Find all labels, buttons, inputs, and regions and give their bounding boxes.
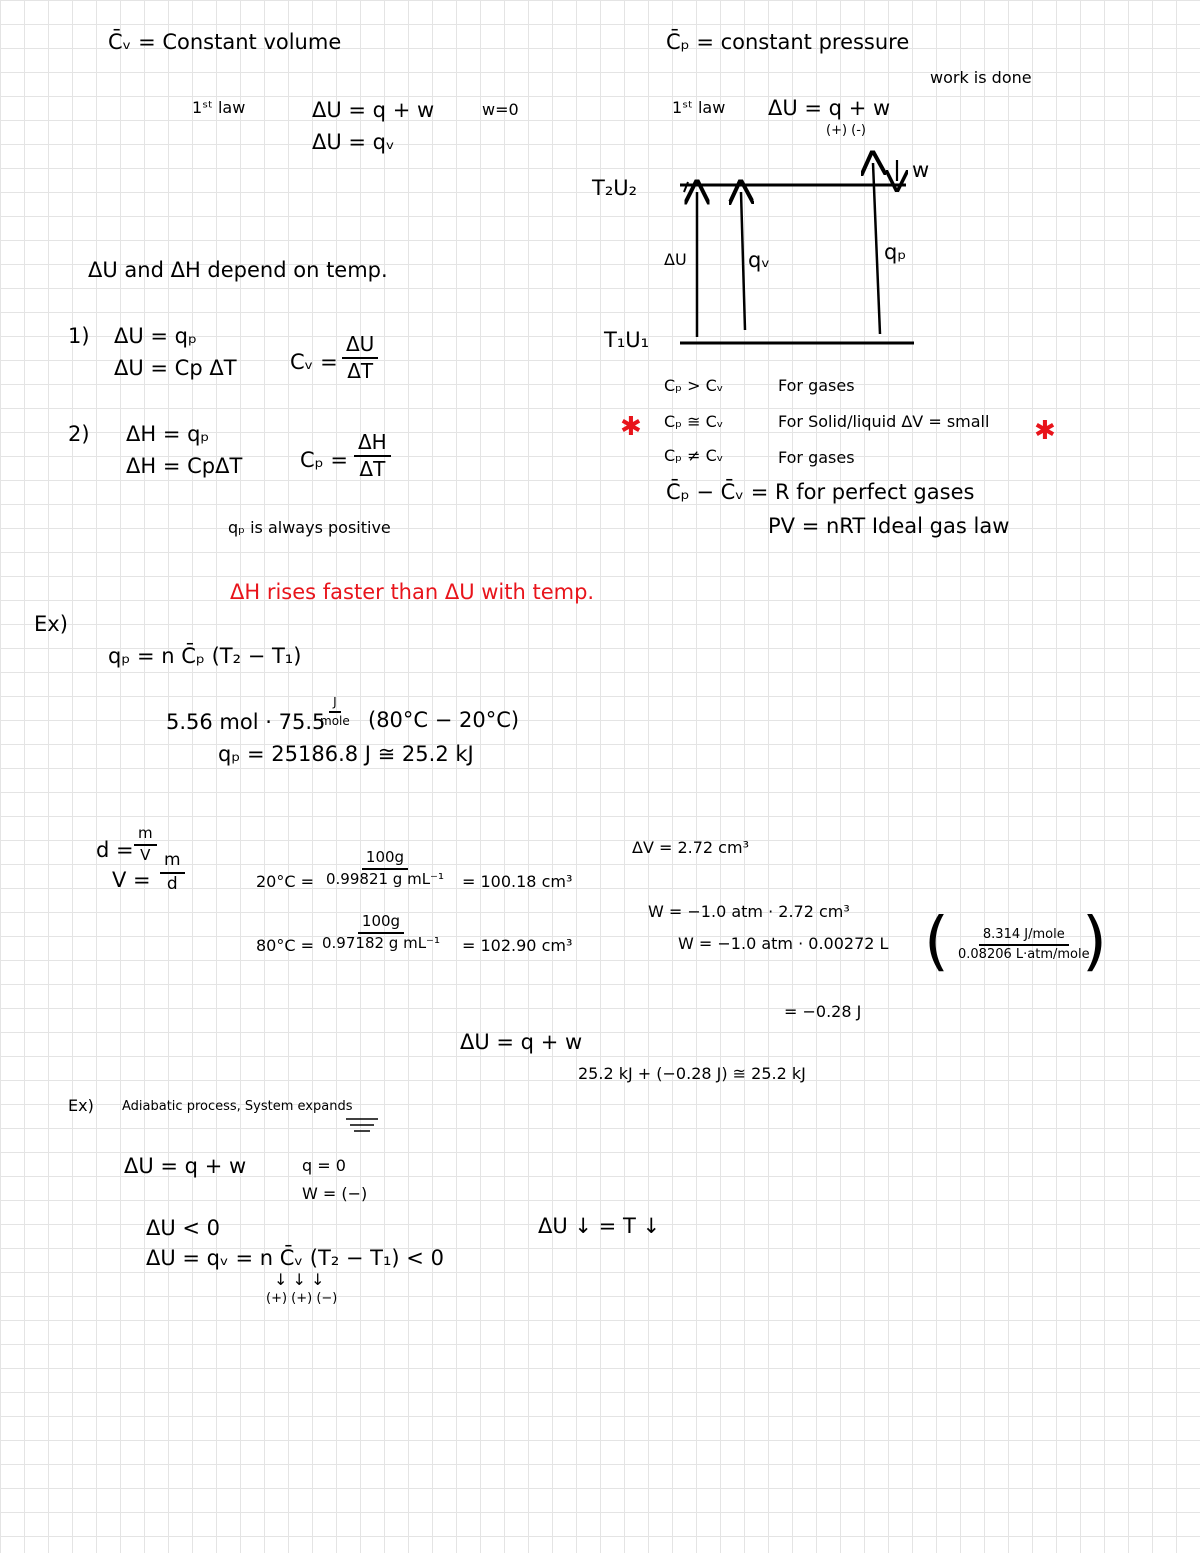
cp-title: C̄ₚ = constant pressure [666, 30, 910, 54]
relation-3-note: For gases [778, 448, 855, 467]
temp-difference: (80°C − 20°C) [368, 708, 520, 732]
eq2-line-a: ΔH = qₚ [126, 422, 210, 446]
first-law-eq-left: ΔU = q + w [312, 98, 435, 122]
volume-row-1-temp: 20°C = [256, 872, 315, 891]
cp-unit-den: mole [320, 713, 350, 728]
depend-on-temp-note: ΔU and ΔH depend on temp. [88, 258, 388, 282]
du-total-eq: ΔU = q + w [460, 1030, 583, 1054]
first-law-label-right: 1ˢᵗ law [672, 98, 726, 117]
relation-1-eq: Cₚ > Cᵥ [664, 376, 724, 395]
cv-fraction-den: ΔT [347, 359, 374, 383]
work-result: = −0.28 J [784, 1002, 862, 1021]
du-arrow-label: ΔU [664, 250, 687, 269]
cp-fraction-num: ΔH [354, 432, 391, 457]
relation-5: PV = nRT Ideal gas law [768, 514, 1010, 538]
q-equals-zero: q = 0 [302, 1156, 346, 1175]
w-arrow-label: w [912, 158, 930, 182]
sign-arrows: ↓ ↓ ↓ [274, 1270, 325, 1289]
eq2-line-b: ΔH = CpΔT [126, 454, 243, 478]
volume-row-1-result: = 100.18 cm³ [462, 872, 573, 891]
volume-row-1-num: 100g [362, 850, 408, 870]
w-zero-note: w=0 [482, 100, 519, 119]
qp-arrow-label: qₚ [884, 240, 907, 264]
w-negative: W = (−) [302, 1184, 368, 1203]
relation-3-eq: Cₚ ≠ Cᵥ [664, 446, 724, 465]
dh-rises-note: ΔH rises faster than ΔU with temp. [230, 580, 595, 604]
eq1-line-a: ΔU = qₚ [114, 324, 198, 348]
volume-row-2-fraction [322, 914, 440, 952]
example-2-label: Ex) [68, 1096, 94, 1115]
density-den: V [140, 845, 151, 864]
qv-arrow-label: qᵥ [748, 248, 771, 272]
du-temperature-relation: ΔU ↓ = T ↓ [538, 1214, 661, 1238]
star-icon-right: ✱ [1034, 416, 1056, 446]
volume-row-2-num: 100g [358, 914, 404, 934]
conversion-num: 8.314 J/mole [979, 928, 1069, 946]
density-num: m [134, 826, 157, 846]
t2u2-label: T₂U₂ [592, 176, 638, 200]
star-icon-left: ✱ [620, 412, 642, 442]
du-total-calc: 25.2 kJ + (−0.28 J) ≅ 25.2 kJ [578, 1064, 806, 1083]
relation-1-note: For gases [778, 376, 855, 395]
open-paren: ( [924, 905, 949, 979]
volume-row-1-fraction [326, 850, 444, 888]
work-line-1: W = −1.0 atm · 2.72 cm³ [648, 902, 850, 921]
first-law-eq-right: ΔU = q + w [768, 96, 891, 120]
sign-values: (+) (+) (−) [266, 1291, 338, 1306]
volume-row-2-result: = 102.90 cm³ [462, 936, 573, 955]
qp-result: qₚ = 25186.8 J ≅ 25.2 kJ [218, 742, 474, 766]
qp-formula: qₚ = n C̄ₚ (T₂ − T₁) [108, 644, 302, 668]
relation-4: C̄ₚ − C̄ᵥ = R for perfect gases [666, 480, 975, 504]
cp-unit-fraction [320, 696, 350, 727]
volume-fraction [160, 852, 185, 894]
volume-den: d [166, 873, 178, 894]
volume-row-2-temp: 80°C = [256, 936, 315, 955]
cp-unit-num: J [329, 696, 341, 713]
density-label: d = [96, 838, 134, 862]
du-equals-qv: ΔU = qᵥ [312, 130, 395, 154]
cv-title: C̄ᵥ = Constant volume [108, 30, 342, 54]
t1u1-label: T₁U₁ [604, 328, 650, 352]
volume-label: V = [112, 868, 151, 892]
volume-row-1-den: 0.99821 g mL⁻¹ [326, 869, 444, 888]
example-1-label: Ex) [34, 612, 68, 636]
conversion-fraction [958, 928, 1090, 961]
qv-arrow [741, 192, 745, 330]
cv-fraction [342, 334, 378, 382]
qp-positive-note: qₚ is always positive [228, 518, 391, 537]
cp-fraction [354, 432, 391, 480]
cv-fraction-num: ΔU [342, 334, 378, 359]
volume-row-2-den: 0.97182 g mL⁻¹ [322, 933, 440, 952]
eq2-number: 2) [68, 422, 90, 446]
first-law-signs: (+) (-) [826, 123, 867, 138]
cp-fraction-den: ΔT [359, 457, 386, 481]
density-fraction [134, 826, 157, 864]
work-done-note: work is done [930, 68, 1032, 87]
conversion-den: 0.08206 L·atm/mole [958, 946, 1090, 962]
eq1-number: 1) [68, 324, 90, 348]
example-2-title: Adiabatic process, System expands [122, 1099, 353, 1114]
qp-arrow [873, 163, 880, 334]
volume-num: m [160, 852, 185, 874]
first-law-label-left: 1ˢᵗ law [192, 98, 246, 117]
close-paren: ) [1082, 905, 1107, 979]
qp-substitution: 5.56 mol · 75.5 [166, 710, 326, 734]
relation-2-note: For Solid/liquid ΔV = small [778, 412, 990, 431]
cp-definition-label: Cₚ = [300, 448, 348, 472]
cv-definition-label: Cᵥ = [290, 350, 338, 374]
adiabatic-first-law: ΔU = q + w [124, 1154, 247, 1178]
delta-v: ΔV = 2.72 cm³ [632, 838, 749, 857]
du-expression: ΔU = qᵥ = n C̄ᵥ (T₂ − T₁) < 0 [146, 1246, 444, 1270]
relation-2-eq: Cₚ ≅ Cᵥ [664, 412, 724, 431]
work-line-2: W = −1.0 atm · 0.00272 L [678, 934, 889, 953]
eq1-line-b: ΔU = Cp ΔT [114, 356, 237, 380]
du-less-than-zero: ΔU < 0 [146, 1216, 221, 1240]
